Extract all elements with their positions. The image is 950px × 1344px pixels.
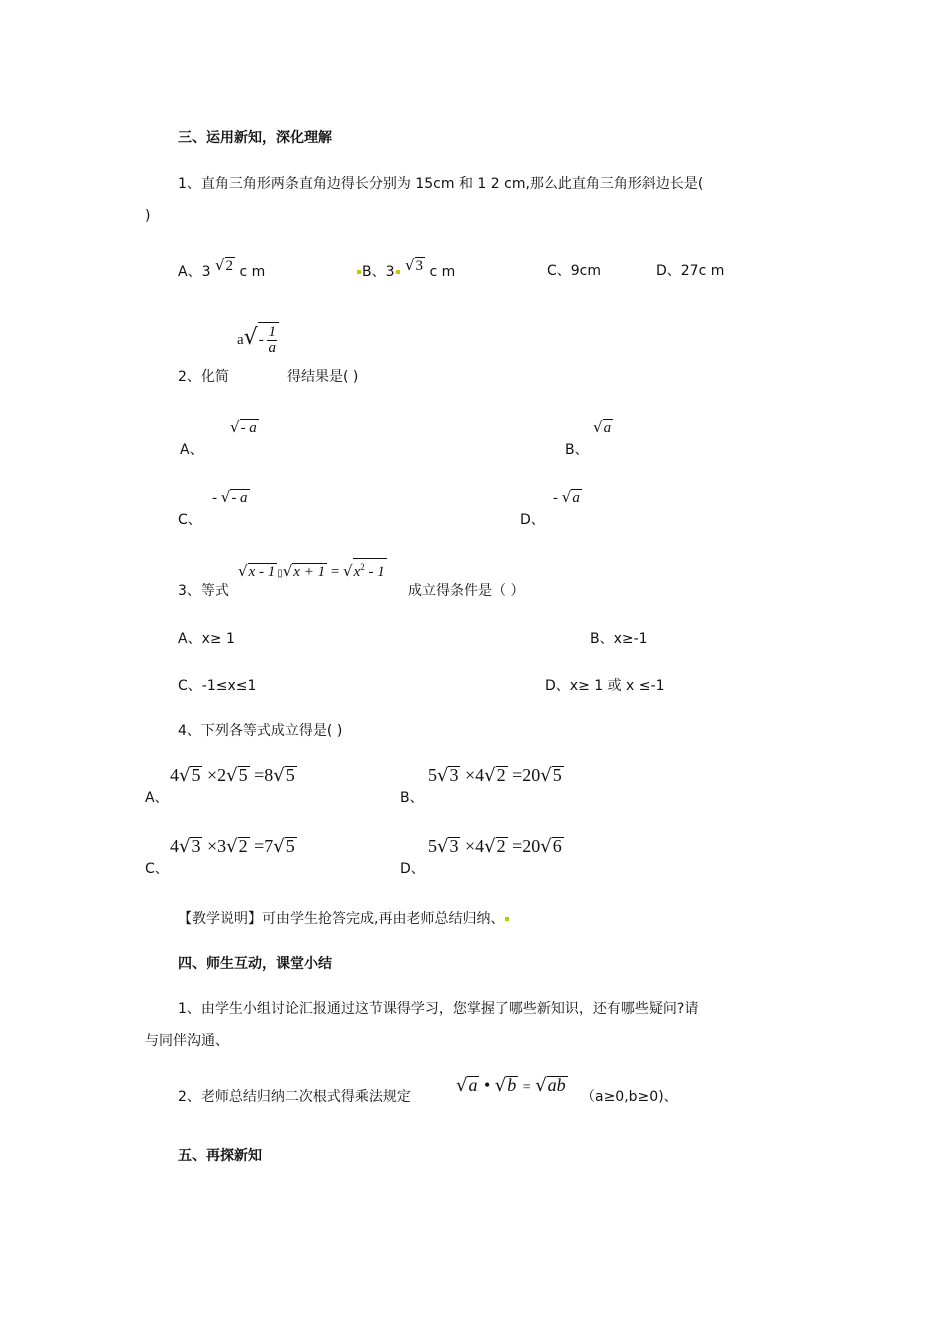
q2-option-d: D、 bbox=[520, 512, 545, 528]
highlight-mark bbox=[505, 917, 509, 921]
q4-option-b-math: 5√3 ×4√2 =20√5 bbox=[428, 765, 562, 786]
teaching-note bbox=[178, 910, 510, 928]
q1-option-b-math: √3 bbox=[404, 256, 424, 274]
highlight-mark bbox=[357, 270, 361, 274]
q4-option-c-math: 4√3 ×3√2 =7√5 bbox=[170, 836, 295, 857]
q1-option-a bbox=[178, 256, 266, 281]
q1-stem: 1、直角三角形两条直角边得长分别为 15cm 和 1 2 cm,那么此直角三角形斜边长是( bbox=[178, 176, 704, 192]
summary-1-line2: 与同伴沟通、 bbox=[145, 1033, 229, 1049]
q4-option-b: B、 bbox=[400, 790, 424, 806]
q4-option-c: C、 bbox=[145, 861, 169, 877]
section-5-heading: 五、再探新知 bbox=[178, 1148, 262, 1164]
q4-option-d-math: 5√3 ×4√2 =20√6 bbox=[428, 836, 562, 857]
q3-tail: 成立得条件是（ ） bbox=[408, 583, 525, 599]
q1-option-a-label: A、3 bbox=[178, 264, 211, 280]
section-3-heading: 三、运用新知，深化理解 bbox=[178, 130, 332, 146]
q3-option-c: C、-1≤x≤1 bbox=[178, 678, 257, 694]
section-4-heading: 四、师生互动，课堂小结 bbox=[178, 956, 332, 972]
q2-expression: a√- $\frac{1}{a}$ bbox=[237, 322, 279, 357]
q1-option-d: D、27c m bbox=[656, 263, 725, 279]
q1-option-b-label: B、3 bbox=[362, 264, 395, 280]
q3-lead: 3、等式 bbox=[178, 583, 229, 599]
q3-option-d: D、x≥ 1 或 x ≤-1 bbox=[545, 678, 665, 694]
q4-stem: 4、下列各等式成立得是( ) bbox=[178, 723, 343, 739]
q1-stem-end: ) bbox=[145, 208, 151, 224]
summary-2-tail: （a≥0,b≥0)、 bbox=[581, 1089, 678, 1105]
q3-option-a: A、x≥ 1 bbox=[178, 631, 235, 647]
q1-option-b bbox=[356, 256, 456, 281]
teaching-note-text: 【教学说明】可由学生抢答完成,再由老师总结归纳、 bbox=[178, 911, 505, 927]
q2-tail: 得结果是( ) bbox=[287, 369, 359, 385]
q1-option-a-math: √2 bbox=[214, 256, 233, 274]
summary-2-lead: 2、老师总结归纳二次根式得乘法规定 bbox=[178, 1089, 411, 1105]
q1-option-a-unit: c m bbox=[239, 264, 266, 280]
q1-option-b-unit: c m bbox=[429, 264, 456, 280]
q1-option-c: C、9cm bbox=[547, 263, 602, 279]
highlight-mark bbox=[396, 270, 400, 274]
multiplication-rule-math: √a • √b = √ab bbox=[456, 1075, 566, 1096]
q2-lead: 2、化简 bbox=[178, 369, 229, 385]
q3-option-b: B、x≥-1 bbox=[590, 631, 648, 647]
q2-option-b: B、 bbox=[565, 442, 589, 458]
q3-equation: √x - 1 ▯√x + $1 = √x^2 - 1$ bbox=[238, 558, 387, 583]
summary-1-line1: 1、由学生小组讨论汇报通过这节课得学习，您掌握了哪些新知识，还有哪些疑问?请 bbox=[178, 1001, 699, 1017]
q2-option-c: C、 bbox=[178, 512, 202, 528]
q4-option-a: A、 bbox=[145, 790, 169, 806]
q4-option-a-math: 4√5 ×2√5 =8√5 bbox=[170, 765, 295, 786]
q2-option-b-math: √a bbox=[593, 418, 612, 436]
q2-option-d-math: - √a bbox=[553, 488, 580, 506]
q2-option-a: A、 bbox=[180, 442, 204, 458]
q4-option-d: D、 bbox=[400, 861, 425, 877]
q2-option-a-math: √- a bbox=[230, 418, 257, 436]
q2-option-c-math: - √- a bbox=[212, 488, 248, 506]
